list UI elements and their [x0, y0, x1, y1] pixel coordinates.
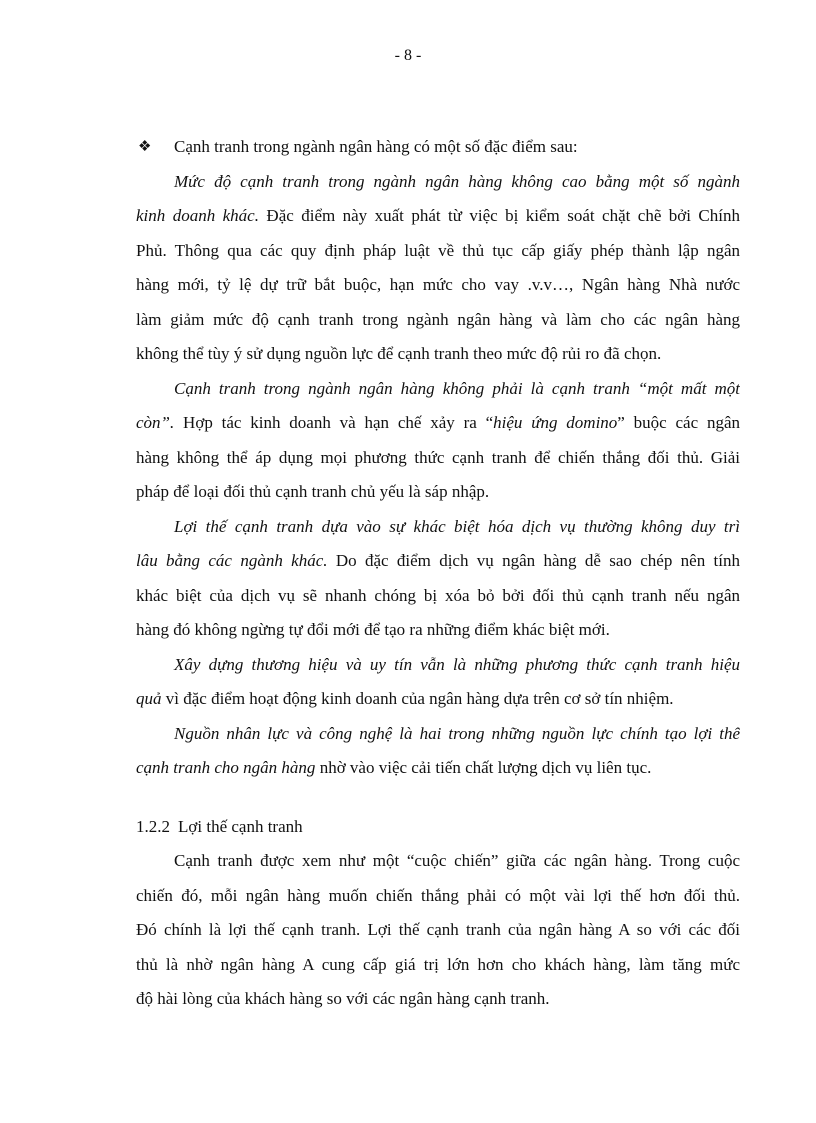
spacer — [136, 786, 740, 810]
body-text: nhờ vào việc cải tiến chất lượng dịch vụ liên tục. — [315, 758, 652, 777]
italic-text: Cạnh tranh trong ngành ngân hàng không phải là cạnh tranh “một mất một — [174, 378, 740, 398]
page-content — [136, 130, 740, 1017]
paragraph-line — [136, 372, 740, 407]
paragraph-line: hàng mới, tỷ lệ dự trữ bắt buộc, hạn mức cho vay .v.v…, Ngân hàng Nhà nước — [136, 275, 740, 294]
paragraph-line: hàng đó không ngừng tự đổi mới để tạo ra những điểm khác biệt mới. — [136, 620, 610, 639]
body-text: Do đặc điểm dịch vụ ngân hàng dễ sao chép nên tính — [327, 551, 740, 570]
paragraph-line — [136, 165, 740, 200]
page-number: - 8 - — [394, 47, 422, 64]
paragraph-line — [136, 751, 740, 786]
italic-text: Xây dựng thương hiệu và uy tín vẫn là những phương thức cạnh tranh hiệu — [174, 654, 740, 674]
paragraph-line: Đó chính là lợi thế cạnh tranh. Lợi thế cạnh tranh của ngân hàng A so với các đối — [136, 920, 740, 939]
italic-text: hiệu ứng domino — [493, 413, 618, 432]
body-text: vì đặc điểm hoạt động kinh doanh của ngân hàng dựa trên cơ sở tín nhiệm. — [161, 689, 674, 708]
paragraph-line — [136, 717, 740, 752]
paragraph-line — [136, 682, 740, 717]
paragraph-line — [136, 544, 740, 579]
section-heading — [136, 810, 740, 845]
italic-text: Lợi thế cạnh tranh dựa vào sự khác biệt hóa dịch vụ thường không duy trì — [174, 516, 740, 536]
paragraph-line: không thể tùy ý sử dụng nguồn lực để cạnh tranh theo mức độ rủi ro đã chọn. — [136, 344, 662, 363]
section-number: 1.2.2 — [136, 816, 170, 836]
body-text: ” buộc các ngân — [617, 413, 740, 432]
body-text: Đặc điểm này xuất phát từ việc bị kiểm soát chặt chẽ bởi Chính — [258, 206, 740, 225]
paragraph-line — [136, 406, 740, 441]
italic-text: lâu bằng các ngành khác. — [136, 551, 328, 570]
bullet-intro-text: Cạnh tranh trong ngành ngân hàng có một số đặc điểm sau: — [174, 137, 578, 156]
italic-text: Mức độ cạnh tranh trong ngành ngân hàng không cao bằng một số ngành — [174, 171, 740, 191]
section-title: Lợi thế cạnh tranh — [178, 816, 303, 836]
paragraph-line — [136, 510, 740, 545]
paragraph-line: làm giảm mức độ cạnh tranh trong ngành ngân hàng và làm cho các ngân hàng — [136, 309, 740, 329]
paragraph-line: hàng không thể áp dụng mọi phương thức cạnh tranh để chiến thắng đối thủ. Giải — [136, 447, 740, 467]
diamond-bullet-icon: ❖ — [138, 139, 152, 155]
paragraph-line: pháp để loại đối thủ cạnh tranh chủ yếu là sáp nhập. — [136, 482, 490, 501]
italic-text: quả — [136, 689, 162, 708]
bullet-intro — [136, 130, 740, 165]
paragraph-line: khác biệt của dịch vụ sẽ nhanh chóng bị xóa bỏ bởi đối thủ cạnh tranh nếu ngân — [136, 585, 740, 605]
paragraph-line: chiến đó, mỗi ngân hàng muốn chiến thắng phải có một vài lợi thế hơn đối thủ. — [136, 885, 740, 905]
italic-text: cạnh tranh cho ngân hàng — [136, 758, 316, 777]
italic-text: kinh doanh khác. — [136, 206, 259, 225]
paragraph-line: thủ là nhờ ngân hàng A cung cấp giá trị lớn hơn cho khách hàng, làm tăng mức — [136, 954, 740, 974]
paragraph-line: Cạnh tranh được xem như một “cuộc chiến” giữa các ngân hàng. Trong cuộc — [174, 851, 740, 870]
body-text: Hợp tác kinh doanh và hạn chế xảy ra “ — [174, 413, 494, 432]
paragraph-line: độ hài lòng của khách hàng so với các ngân hàng cạnh tranh. — [136, 989, 550, 1008]
paragraph-line — [136, 199, 740, 234]
italic-text: Nguồn nhân lực và công nghệ là hai trong những nguồn lực chính tạo lợi thế — [174, 723, 740, 743]
italic-text: còn”. — [136, 413, 175, 432]
paragraph-line — [136, 648, 740, 683]
paragraph-line: Phủ. Thông qua các quy định pháp luật về thủ tục cấp giấy phép thành lập ngân — [136, 240, 740, 260]
